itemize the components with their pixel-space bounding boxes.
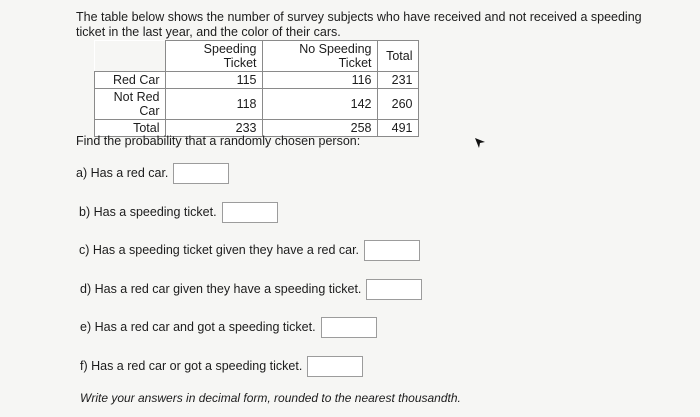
table-cell: 233 [165, 120, 262, 137]
problem-statement-line-1: The table below shows the number of survey subjects who have received and not received a speeding [76, 10, 642, 24]
row-label-red-car: Red Car [95, 72, 166, 89]
table-cell: 118 [165, 89, 262, 120]
table-cell: 115 [165, 72, 262, 89]
row-label-not-red-car: Not Red Car [95, 89, 166, 120]
question-e-label: e) Has a red car and got a speeding ticket. [80, 320, 316, 334]
table-row [95, 89, 419, 120]
table-cell: 260 [377, 89, 418, 120]
table-header-row [95, 41, 419, 72]
question-a [76, 161, 229, 185]
question-d [80, 277, 422, 301]
question-d-label: d) Has a red car given they have a speeding ticket. [80, 282, 362, 296]
mouse-pointer-icon [474, 137, 486, 149]
header-speeding-ticket: Speeding Ticket [165, 41, 262, 72]
question-b-label: b) Has a speeding ticket. [79, 205, 217, 219]
table-corner-cell [95, 41, 166, 72]
question-f [80, 354, 363, 378]
answer-d-input[interactable] [366, 279, 422, 300]
answer-format-note: Write your answers in decimal form, rounded to the nearest thousandth. [80, 391, 461, 405]
answer-f-input[interactable] [307, 356, 363, 377]
answer-c-input[interactable] [364, 240, 420, 261]
answer-e-input[interactable] [321, 317, 377, 338]
table-cell: 491 [377, 120, 418, 137]
row-label-total: Total [95, 120, 166, 137]
table-row [95, 72, 419, 89]
answer-b-input[interactable] [222, 202, 278, 223]
question-f-label: f) Has a red car or got a speeding ticket. [80, 359, 303, 373]
header-total: Total [377, 41, 418, 72]
question-b [79, 200, 278, 224]
table-cell: 258 [262, 120, 377, 137]
table-cell: 231 [377, 72, 418, 89]
question-e [80, 315, 377, 339]
table-cell: 142 [262, 89, 377, 120]
table-cell: 116 [262, 72, 377, 89]
question-a-label: a) Has a red car. [76, 166, 169, 180]
survey-table [94, 40, 419, 137]
question-c [79, 238, 420, 262]
problem-statement-line-2: ticket in the last year, and the color of their cars. [76, 25, 341, 39]
answer-a-input[interactable] [173, 163, 229, 184]
question-c-label: c) Has a speeding ticket given they have a red car. [79, 243, 360, 257]
question-prompt: Find the probability that a randomly chosen person: [76, 134, 361, 148]
header-no-speeding-ticket: No Speeding Ticket [262, 41, 377, 72]
problem-statement [76, 10, 676, 40]
